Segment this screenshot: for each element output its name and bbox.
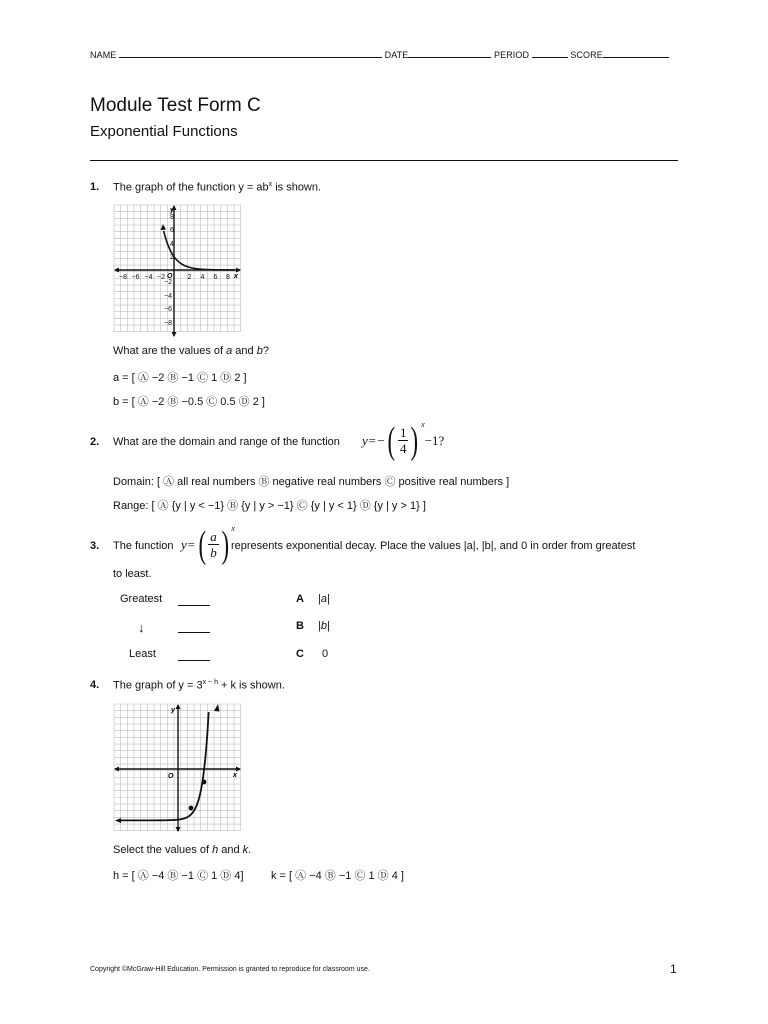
q1-x-tick-label: −6 — [131, 274, 140, 281]
q3-row-3-blank[interactable] — [178, 648, 210, 666]
q1-y-label: y — [170, 207, 174, 214]
q4-graph — [113, 703, 243, 833]
q2-frac-den: 4 — [399, 441, 407, 457]
q2-frac-num: 1 — [399, 425, 407, 441]
name-label: NAME — [90, 50, 117, 60]
q1-x-tick-label: 2 — [187, 274, 192, 281]
q4-y-arrow-down — [176, 827, 181, 832]
q3-row-1-blank[interactable] — [178, 593, 210, 611]
q4-origin-label: O — [168, 773, 174, 780]
q3-function: y=( $\frac{a}{b}$ ) $^x$ — [181, 523, 235, 566]
q3-row-1-label: Greatest — [120, 593, 163, 605]
q3-exp: x — [231, 524, 235, 533]
q1-x-tick-label: −8 — [119, 274, 127, 281]
q1-question: What are the values of a and b? — [113, 345, 269, 357]
q3-prompt-line2: to least. — [113, 568, 152, 580]
score-label: SCORE — [570, 50, 603, 60]
q2-function: y=−( $\frac{1}{4}$ ) $^x$−1? — [362, 419, 445, 462]
q1-origin-label: O — [167, 273, 173, 280]
period-label: PERIOD — [493, 50, 530, 60]
q1-y-tick-label: 6 — [170, 227, 174, 234]
q1-y-tick-label: −4 — [164, 293, 172, 300]
q3-frac-den: b — [210, 545, 217, 561]
date-label: DATE — [384, 50, 409, 60]
q4-prompt — [113, 679, 285, 692]
q1-grid — [114, 205, 241, 332]
q2-fn-rhs: −1? — [424, 433, 445, 448]
q3-fn-lhs: y= — [181, 537, 196, 552]
q4-point-1 — [189, 806, 194, 811]
q1-graph — [113, 204, 243, 338]
q4-curve-arrow-left — [115, 818, 121, 823]
q4-y-label: y — [171, 707, 175, 714]
q4-x-label: x — [233, 772, 237, 779]
q4-point-2 — [202, 780, 207, 785]
q1-b-choices[interactable]: b = [ Ⓐ −2 Ⓑ −0.5 Ⓒ 0.5 Ⓓ 2 ] — [113, 396, 265, 408]
q4-h-choices[interactable]: h = [ Ⓐ −4 Ⓑ −1 Ⓒ 1 Ⓓ 4] — [113, 870, 244, 882]
q4-text-end: + k is shown. — [217, 679, 285, 692]
q4-k-choices[interactable]: k = [ Ⓐ −4 Ⓑ −1 Ⓒ 1 Ⓓ 4 ] — [271, 870, 404, 882]
q1-y-tick-label: −6 — [164, 306, 172, 313]
q3-row-3-label: Least — [129, 648, 156, 660]
q1-y-tick-label: 2 — [170, 254, 174, 261]
q1-x-tick-label: 6 — [213, 274, 218, 281]
q4-text-sup: x − h — [202, 679, 218, 686]
q3-row-3-letter: C — [296, 648, 304, 660]
title-divider — [90, 160, 678, 161]
page-number: 1 — [670, 962, 677, 976]
q1-x-label: x — [234, 273, 238, 280]
page-title: Module Test Form C — [90, 95, 261, 116]
q1-prompt — [113, 181, 321, 194]
q1-y-tick-label: −8 — [164, 320, 172, 327]
q3-row-1-value[interactable]: |a| — [318, 593, 330, 605]
q3-prompt-start: The function — [113, 540, 174, 552]
q1-number: 1. — [90, 181, 100, 193]
q1-y-arrow-down — [172, 332, 177, 337]
q2-domain-choices[interactable]: Domain: [ Ⓐ all real numbers Ⓑ negative real numbers Ⓒ positive real numbers ] — [113, 476, 510, 488]
q4-text: The graph of y = 3 — [113, 679, 203, 692]
q2-prompt: What are the domain and range of the function — [113, 436, 340, 448]
name-line[interactable] — [119, 48, 382, 58]
q1-x-tick-label: 8 — [226, 274, 230, 281]
q3-row-2-value[interactable]: |b| — [318, 620, 330, 632]
q3-frac-num: a — [210, 529, 217, 545]
q1-x-tick-label: −2 — [157, 274, 165, 281]
page-subtitle: Exponential Functions — [90, 123, 238, 140]
score-line[interactable] — [603, 48, 669, 58]
q1-y-tick-label: −2 — [164, 279, 172, 286]
q3-prompt-end: represents exponential decay. Place the values |a|, |b|, and 0 in order from greatest — [231, 540, 636, 552]
q3-row-1-letter: A — [296, 593, 304, 605]
q1-x-tick-label: −4 — [144, 274, 153, 281]
q2-number: 2. — [90, 436, 100, 448]
q4-question: Select the values of h and k. — [113, 844, 252, 856]
q3-row-3-value[interactable]: 0 — [322, 648, 329, 660]
header-fields — [90, 48, 669, 60]
date-line[interactable] — [408, 48, 491, 58]
q1-y-tick-label: 4 — [170, 241, 174, 248]
period-line[interactable] — [532, 48, 568, 58]
q2-exp: x — [421, 420, 425, 429]
q2-range-choices[interactable]: Range: [ Ⓐ {y | y < −1} Ⓑ {y | y > −1} Ⓒ {y | y < 1} Ⓓ {y | y > 1} ] — [113, 500, 426, 512]
q3-number: 3. — [90, 540, 100, 552]
q3-row-2-label: ↓ — [138, 620, 145, 635]
q4-y-arrow-up — [176, 704, 181, 709]
q1-y-tick-label: 8 — [170, 214, 174, 221]
q1-text-sup: x — [268, 181, 273, 188]
q1-text-end: is shown. — [272, 181, 322, 194]
q1-a-choices[interactable]: a = [ Ⓐ −2 Ⓑ −1 Ⓒ 1 Ⓓ 2 ] — [113, 372, 247, 384]
footer-copyright: Copyright ©McGraw-Hill Education. Permission is granted to reproduce for classroom use. — [90, 966, 370, 973]
q3-row-2-letter: B — [296, 620, 304, 632]
q1-text: The graph of the function y = ab — [113, 181, 269, 194]
q3-row-2-blank[interactable] — [178, 620, 210, 638]
q1-x-tick-label: 4 — [200, 274, 205, 281]
q4-number: 4. — [90, 679, 100, 691]
q2-fn-lhs: y=− — [362, 433, 386, 448]
q4-curve-arrow-top — [214, 704, 220, 712]
